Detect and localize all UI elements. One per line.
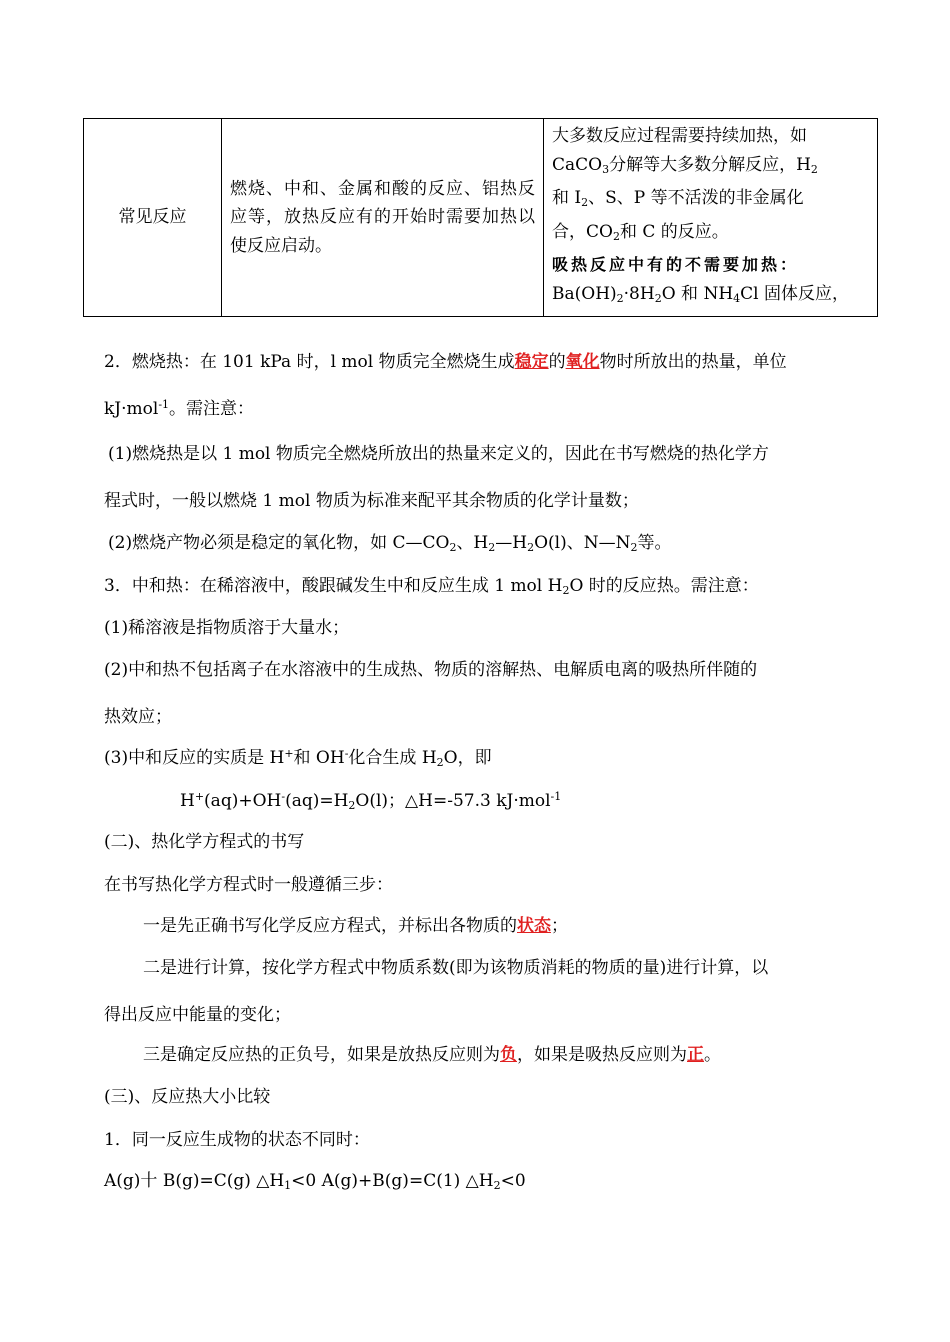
row-label: 常见反应 [84, 119, 222, 317]
section-2-title: (二)、热化学方程式的书写 [104, 832, 305, 852]
neutralization-note-3: (3)中和反应的实质是 H+和 OH-化合生成 $H_2O$，即 [104, 747, 492, 769]
neutralization-note-1: (1)稀溶液是指物质溶于大量水； [104, 618, 350, 638]
section-3-title: (三)、反应热大小比较 [104, 1087, 271, 1107]
section-3-equation: A(g)十 B(g)=C(g) $\triangle H_1<0$ A(g)+B(g)=C(1) $\triangle H_2<0$ [104, 1171, 526, 1192]
table-row [84, 119, 878, 317]
combustion-note-1b: 程式时，一般以燃烧 1 mol 物质为标准来配平其余物质的化学计量数； [104, 491, 639, 511]
endothermic-cell: 大多数反应过程需要持续加热，如 CaCO$_3$分解等大多数分解反应，$H_2$ 和 $I_2$、S、P 等不活泼的非金属化 合，$CO_2$和 C 的反应。 吸热反应中有的不需要加热： $Ba(OH)_2\cdot 8H_2O$ 和 $NH_4Cl$ 固体反应， [544, 119, 878, 317]
step-3: 三是确定反应热的正负号，如果是放热反应则为负，如果是吸热反应则为正。 [143, 1045, 721, 1065]
neutralization-note-2b: 热效应； [104, 707, 172, 727]
section-3-item-1: 1．同一反应生成物的状态不同时： [104, 1130, 370, 1150]
neutralization-heat-def: 3．中和热：在稀溶液中，酸跟碱发生中和反应生成 1 mol $H_2O$ 时的反应热。需注意： [104, 576, 759, 597]
combustion-note-2: (2)燃烧产物必须是稳定的氧化物，如 $C—CO_2$、$H_2—H_2O(l)$、$N—N_2$等。 [108, 533, 672, 554]
step-2a: 二是进行计算，按化学方程式中物质系数(即为该物质消耗的物质的量)进行计算，以 [143, 958, 769, 978]
step-1: 一是先正确书写化学反应方程式，并标出各物质的状态； [143, 916, 568, 936]
combustion-note-1a: (1)燃烧热是以 1 mol 物质完全燃烧所放出的热量来定义的，因此在书写燃烧的热化学方 [108, 444, 769, 464]
reaction-table [83, 118, 878, 317]
combustion-heat-unit: kJ·mol$^{-1}$。需注意： [104, 398, 255, 419]
neutralization-note-2a: (2)中和热不包括离子在水溶液中的生成热、物质的溶解热、电解质电离的吸热所伴随的 [104, 660, 758, 680]
exothermic-cell: 燃烧、中和、金属和酸的反应、铝热反应等，放热反应有的开始时需要加热以使反应启动。 [222, 119, 544, 317]
combustion-heat-def: 2．燃烧热：在 101 kPa 时，l mol 物质完全燃烧生成稳定的氧化物时所放出的热量，单位 [104, 352, 787, 372]
neutralization-equation: $H^+(aq)+OH^-(aq)=H_2O(l)$；△H=-57.3 kJ·mol$^{-1}$ [180, 790, 562, 812]
section-2-intro: 在书写热化学方程式时一般遵循三步： [104, 875, 393, 895]
step-2b: 得出反应中能量的变化； [104, 1005, 291, 1025]
